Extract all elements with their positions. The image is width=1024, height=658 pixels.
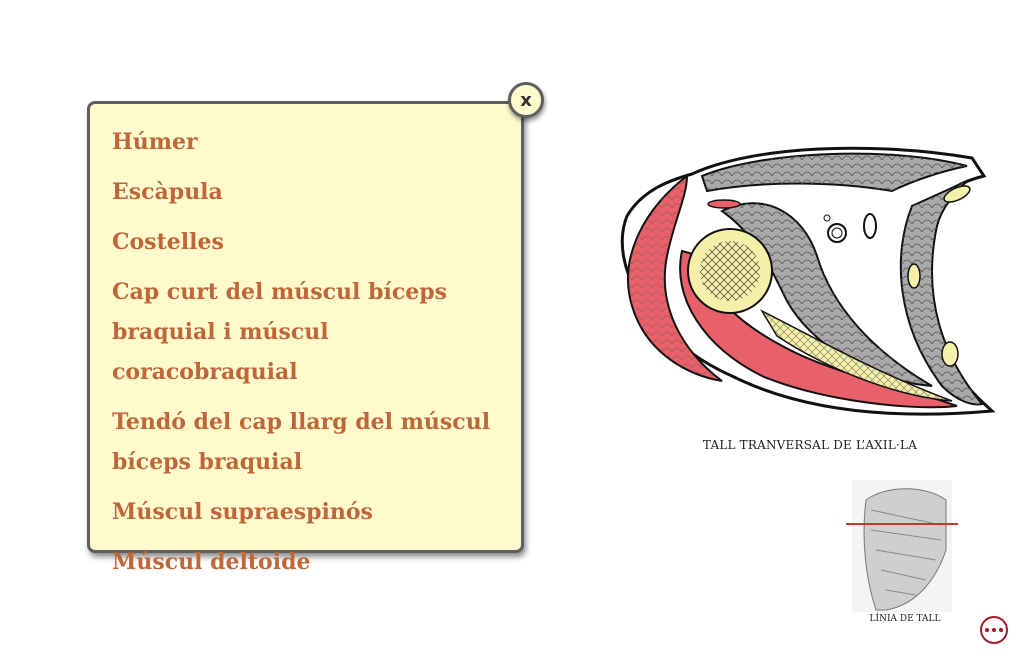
legend-item-costelles[interactable]: Costelles <box>112 229 224 255</box>
legend-item-supraespinos[interactable]: Múscul supraespinós <box>112 499 373 525</box>
rib-3 <box>942 342 958 366</box>
legend-panel <box>87 101 524 575</box>
ellipsis-icon <box>984 628 1005 632</box>
legend-item-biceps-short-head[interactable]: Cap curt del múscul bíceps braquial i múscul coracobraquial <box>112 279 447 385</box>
legend-item-escapula[interactable]: Escàpula <box>112 179 223 205</box>
more-options-button[interactable] <box>980 616 1008 644</box>
diagram-caption: TALL TRANVERSAL DE L’AXIL·LA <box>702 438 918 452</box>
rib-2 <box>908 264 920 288</box>
vessel-2 <box>864 214 876 238</box>
cut-line-thumbnail <box>846 480 958 612</box>
close-button[interactable] <box>508 82 544 118</box>
legend-list <box>112 122 502 592</box>
close-icon: x <box>520 89 532 111</box>
thumbnail-caption: LÍNIA DE TALL <box>869 614 941 624</box>
biceps-tendon <box>708 200 740 208</box>
legend-item-biceps-tendon[interactable]: Tendó del cap llarg del múscul bíceps braquial <box>112 409 491 475</box>
legend-item-deltoide[interactable]: Múscul deltoide <box>112 549 311 575</box>
axilla-cross-section-diagram <box>612 136 997 422</box>
legend-item-humer[interactable]: Húmer <box>112 129 198 155</box>
